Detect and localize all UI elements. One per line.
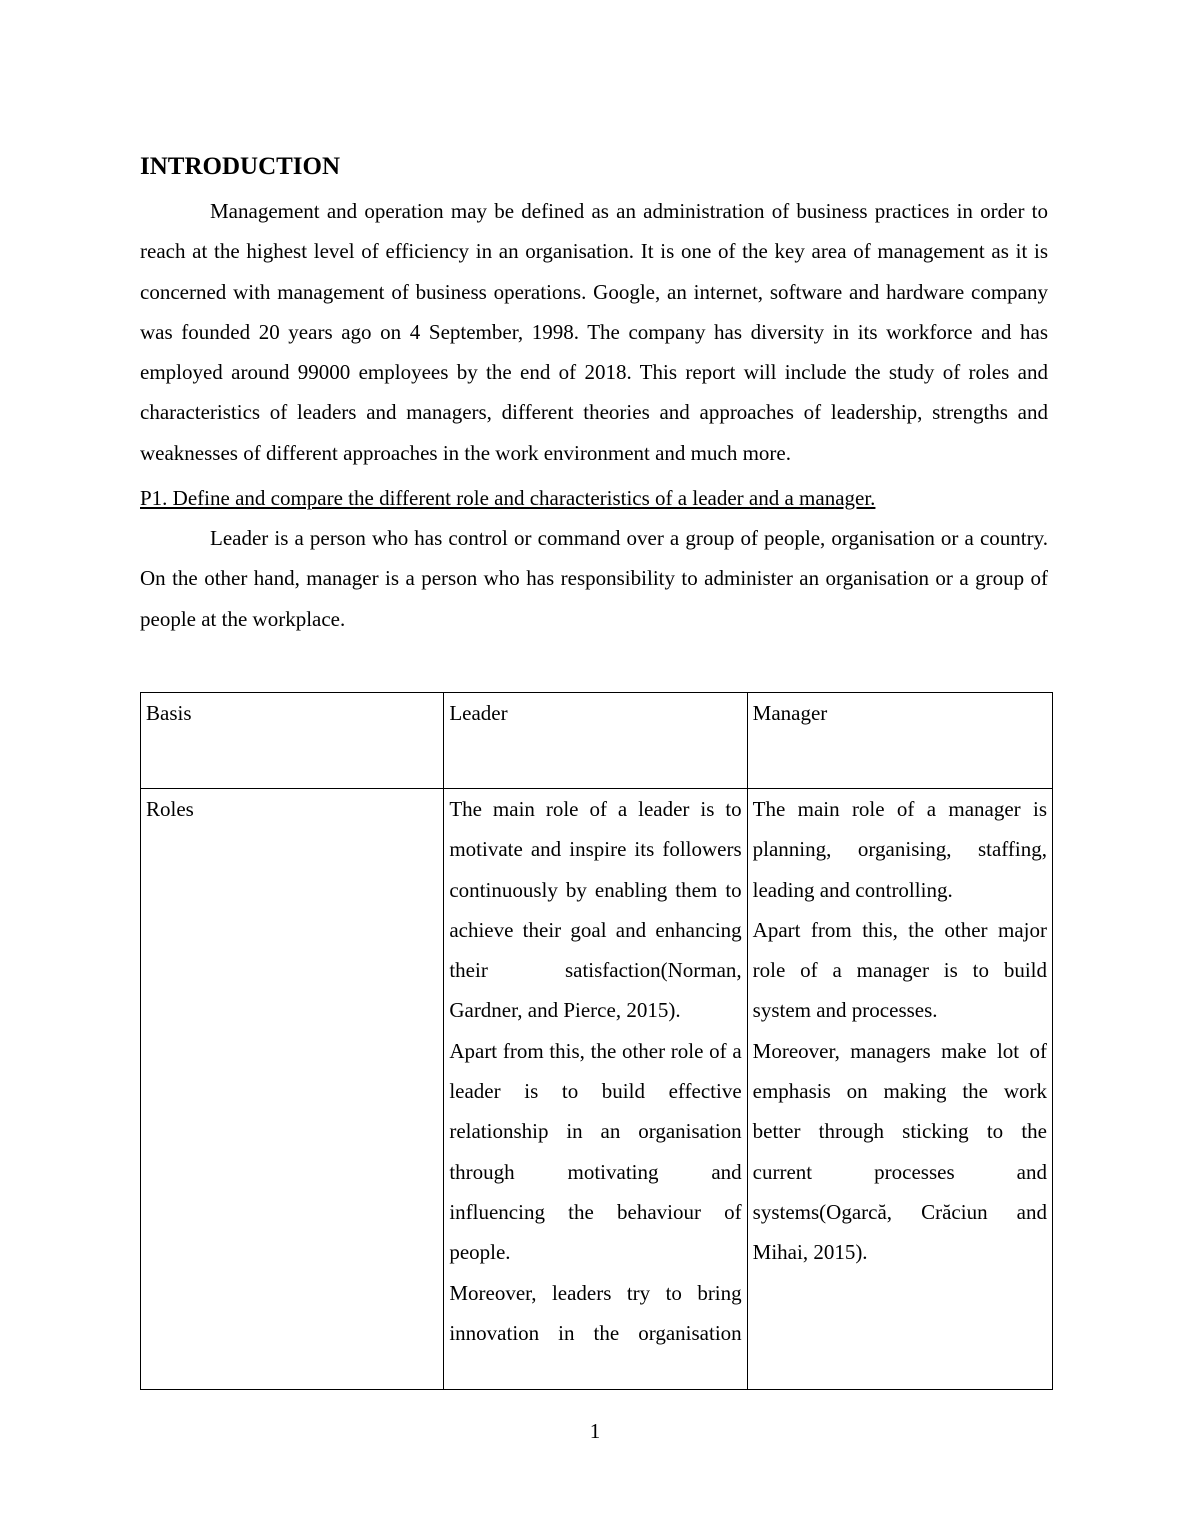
document-page — [140, 150, 1052, 1345]
section-paragraph: Leader is a person who has control or command over a group of people, organisation or a country. On the other hand, manager is a person who has responsibility to administer an organisation or a group of people at the workplace. — [140, 526, 1048, 631]
manager-role-paragraph: The main role of a manager is planning, organising, staffing, leading and controlling. — [752, 797, 1047, 902]
page-title: INTRODUCTION — [140, 153, 341, 180]
manager-role-paragraph: Moreover, managers make lot of emphasis on making the work better through sticking to the current processes and systems(Ogarcă, Crăciun and Mihai, 2015). — [752, 1038, 1047, 1265]
page-number: 1 — [589, 1419, 601, 1443]
leader-role-paragraph: Moreover, leaders try to bring innovation in the organisation — [449, 1280, 742, 1345]
intro-paragraph: Management and operation may be defined as an administration of business practices in order to reach at the highest level of efficiency in an organisation. It is one of the key area of management as it is concerned with management of business operations. Google, an internet, software and hardware company was founded 20 years ago on 4 September, 1998. The company has diversity in its workforce and has employed around 99000 employees by the end of 2018. This report will include the study of roles and characteristics of leaders and managers, different theories and approaches of leadership, strengths and weaknesses of different approaches in the work environment and much more. — [140, 199, 1048, 465]
table-header-leader: Leader — [444, 693, 747, 789]
table-header-row — [141, 693, 1053, 789]
comparison-table — [140, 692, 1053, 1390]
table-row — [141, 789, 1053, 1390]
leader-role-paragraph: Apart from this, the other role of a leader is to build effective relationship in an organisation through motivating and influencing the behaviour of people. — [449, 1038, 742, 1265]
table-cell-basis: Roles — [141, 789, 444, 1390]
table-cell-leader — [444, 789, 747, 1390]
table-header-basis: Basis — [141, 693, 444, 789]
table-cell-manager — [747, 789, 1052, 1390]
leader-role-paragraph: The main role of a leader is to motivate and inspire its followers continuously by enabling them to achieve their goal and enhancing their satisfaction(Norman, Gardner, and Pierce, 2015). — [449, 797, 742, 1023]
table-header-manager: Manager — [747, 693, 1052, 789]
manager-role-paragraph: Apart from this, the other major role of a manager is to build system and processes. — [752, 917, 1047, 1023]
section-heading: P1. Define and compare the different role and characteristics of a leader and a manager. — [140, 486, 876, 511]
